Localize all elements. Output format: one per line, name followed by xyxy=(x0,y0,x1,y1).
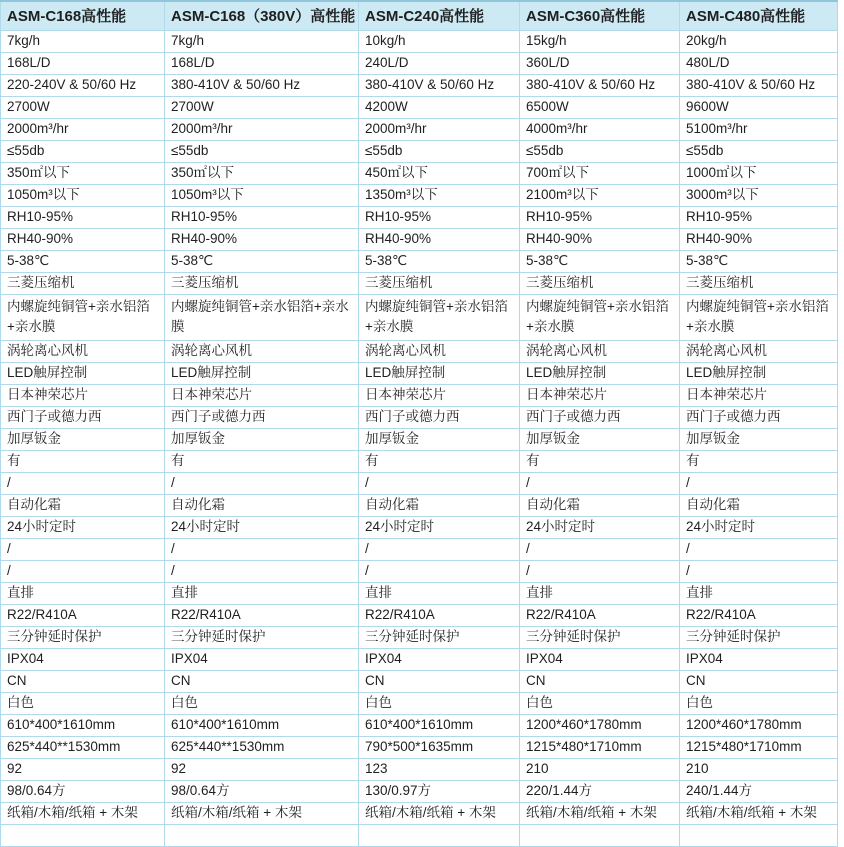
table-cell: 加厚钣金 xyxy=(1,428,165,450)
table-row xyxy=(1,162,838,184)
table-cell: 三菱压缩机 xyxy=(1,272,165,294)
table-cell: RH10-95% xyxy=(359,206,520,228)
table-cell: 380-410V & 50/60 Hz xyxy=(165,74,359,96)
table-cell: 240L/D xyxy=(359,52,520,74)
table-row xyxy=(1,362,838,384)
table-cell xyxy=(520,824,680,846)
table-cell: / xyxy=(1,560,165,582)
table-cell: 24小时定时 xyxy=(680,516,838,538)
table-cell: 涡轮离心风机 xyxy=(359,340,520,362)
table-cell: 24小时定时 xyxy=(359,516,520,538)
table-row xyxy=(1,714,838,736)
table-cell: IPX04 xyxy=(359,648,520,670)
table-cell: 自动化霜 xyxy=(520,494,680,516)
table-cell: 5-38℃ xyxy=(1,250,165,272)
table-row xyxy=(1,582,838,604)
table-row xyxy=(1,74,838,96)
table-row xyxy=(1,494,838,516)
table-cell: 加厚钣金 xyxy=(165,428,359,450)
table-cell: 5-38℃ xyxy=(520,250,680,272)
table-cell: 220-240V & 50/60 Hz xyxy=(1,74,165,96)
table-cell xyxy=(1,824,165,846)
table-cell: RH10-95% xyxy=(1,206,165,228)
table-cell: / xyxy=(165,538,359,560)
table-row xyxy=(1,406,838,428)
table-cell: / xyxy=(359,472,520,494)
table-cell: 7kg/h xyxy=(1,30,165,52)
table-cell: RH40-90% xyxy=(520,228,680,250)
table-cell: LED触屏控制 xyxy=(680,362,838,384)
table-cell: 三菱压缩机 xyxy=(680,272,838,294)
table-cell: 1215*480*1710mm xyxy=(680,736,838,758)
table-cell: 内螺旋纯铜管+亲水铝箔+亲水膜 xyxy=(520,294,680,340)
table-cell: 3000m³以下 xyxy=(680,184,838,206)
column-header-asm-c360: ASM-C360高性能 xyxy=(520,1,680,30)
table-row xyxy=(1,52,838,74)
table-cell: 日本神荣芯片 xyxy=(359,384,520,406)
table-row xyxy=(1,626,838,648)
table-cell: 三菱压缩机 xyxy=(359,272,520,294)
table-cell: 涡轮离心风机 xyxy=(520,340,680,362)
table-cell: 380-410V & 50/60 Hz xyxy=(520,74,680,96)
table-cell: 1000㎡以下 xyxy=(680,162,838,184)
table-cell: 20kg/h xyxy=(680,30,838,52)
table-cell: 白色 xyxy=(520,692,680,714)
table-cell: 三分钟延时保护 xyxy=(165,626,359,648)
table-cell: 2000m³/hr xyxy=(165,118,359,140)
table-cell: 纸箱/木箱/纸箱 + 木架 xyxy=(165,802,359,824)
table-cell: 西门子或德力西 xyxy=(165,406,359,428)
table-cell: 350㎡以下 xyxy=(1,162,165,184)
table-cell: 5-38℃ xyxy=(680,250,838,272)
table-cell: 日本神荣芯片 xyxy=(1,384,165,406)
table-cell: ≤55db xyxy=(520,140,680,162)
table-row xyxy=(1,758,838,780)
table-cell: 4000m³/hr xyxy=(520,118,680,140)
table-cell: 24小时定时 xyxy=(1,516,165,538)
table-cell: 9600W xyxy=(680,96,838,118)
table-cell: 涡轮离心风机 xyxy=(680,340,838,362)
table-cell: 5-38℃ xyxy=(359,250,520,272)
table-row xyxy=(1,96,838,118)
table-cell: R22/R410A xyxy=(680,604,838,626)
table-cell: R22/R410A xyxy=(359,604,520,626)
table-row xyxy=(1,250,838,272)
table-cell: 625*440**1530mm xyxy=(1,736,165,758)
table-row xyxy=(1,228,838,250)
table-cell: 有 xyxy=(680,450,838,472)
table-cell: 168L/D xyxy=(165,52,359,74)
table-cell: 1215*480*1710mm xyxy=(520,736,680,758)
table-row xyxy=(1,692,838,714)
table-cell: / xyxy=(520,560,680,582)
table-cell: 350㎡以下 xyxy=(165,162,359,184)
table-cell xyxy=(359,824,520,846)
table-cell: 1200*460*1780mm xyxy=(520,714,680,736)
table-cell: 1050m³以下 xyxy=(1,184,165,206)
table-cell: / xyxy=(165,560,359,582)
table-row xyxy=(1,802,838,824)
table-cell: 4200W xyxy=(359,96,520,118)
table-cell: 白色 xyxy=(1,692,165,714)
table-cell: 2700W xyxy=(165,96,359,118)
table-cell: 西门子或德力西 xyxy=(359,406,520,428)
table-cell: 610*400*1610mm xyxy=(359,714,520,736)
table-cell: ≤55db xyxy=(1,140,165,162)
table-cell: 加厚钣金 xyxy=(520,428,680,450)
table-cell: / xyxy=(1,538,165,560)
table-cell: 92 xyxy=(165,758,359,780)
table-cell: 380-410V & 50/60 Hz xyxy=(680,74,838,96)
table-cell: LED触屏控制 xyxy=(1,362,165,384)
table-cell: 纸箱/木箱/纸箱 + 木架 xyxy=(520,802,680,824)
table-cell: 123 xyxy=(359,758,520,780)
table-cell: / xyxy=(520,472,680,494)
table-row xyxy=(1,538,838,560)
column-header-asm-c168-380v: ASM-C168（380V）高性能 xyxy=(165,1,359,30)
table-cell: 直排 xyxy=(680,582,838,604)
table-cell: 6500W xyxy=(520,96,680,118)
table-cell: CN xyxy=(1,670,165,692)
table-cell: RH40-90% xyxy=(165,228,359,250)
table-cell: CN xyxy=(680,670,838,692)
table-cell: CN xyxy=(520,670,680,692)
table-cell: 直排 xyxy=(165,582,359,604)
table-cell: 700㎡以下 xyxy=(520,162,680,184)
table-cell: 三分钟延时保护 xyxy=(359,626,520,648)
table-cell: 西门子或德力西 xyxy=(1,406,165,428)
table-cell: 白色 xyxy=(680,692,838,714)
table-row xyxy=(1,736,838,758)
table-row xyxy=(1,516,838,538)
table-cell: 1350m³以下 xyxy=(359,184,520,206)
table-cell: 直排 xyxy=(359,582,520,604)
table-cell: / xyxy=(165,472,359,494)
table-cell: RH40-90% xyxy=(680,228,838,250)
table-cell: 98/0.64方 xyxy=(1,780,165,802)
table-row xyxy=(1,824,838,846)
table-row xyxy=(1,472,838,494)
table-cell: 2000m³/hr xyxy=(1,118,165,140)
table-cell: 168L/D xyxy=(1,52,165,74)
table-cell: 480L/D xyxy=(680,52,838,74)
table-row xyxy=(1,450,838,472)
table-cell: 日本神荣芯片 xyxy=(520,384,680,406)
table-cell: 涡轮离心风机 xyxy=(1,340,165,362)
table-cell: 1200*460*1780mm xyxy=(680,714,838,736)
table-cell: 西门子或德力西 xyxy=(520,406,680,428)
table-cell: RH10-95% xyxy=(520,206,680,228)
table-row xyxy=(1,206,838,228)
table-cell: R22/R410A xyxy=(165,604,359,626)
table-cell: 内螺旋纯铜管+亲水铝箔+亲水膜 xyxy=(1,294,165,340)
table-cell: 自动化霜 xyxy=(680,494,838,516)
table-cell: 三菱压缩机 xyxy=(165,272,359,294)
table-cell: 有 xyxy=(520,450,680,472)
table-row xyxy=(1,272,838,294)
table-cell: 内螺旋纯铜管+亲水铝箔+亲水膜 xyxy=(165,294,359,340)
column-header-asm-c240: ASM-C240高性能 xyxy=(359,1,520,30)
table-cell: 5100m³/hr xyxy=(680,118,838,140)
table-cell: 直排 xyxy=(1,582,165,604)
table-cell: ≤55db xyxy=(359,140,520,162)
table-cell: 610*400*1610mm xyxy=(165,714,359,736)
table-cell: 直排 xyxy=(520,582,680,604)
table-cell: 610*400*1610mm xyxy=(1,714,165,736)
table-cell: / xyxy=(359,538,520,560)
table-row xyxy=(1,184,838,206)
table-cell: / xyxy=(520,538,680,560)
table-cell: 2100m³以下 xyxy=(520,184,680,206)
table-cell: 210 xyxy=(520,758,680,780)
table-cell: / xyxy=(680,472,838,494)
table-cell: 130/0.97方 xyxy=(359,780,520,802)
table-row xyxy=(1,648,838,670)
table-cell: 240/1.44方 xyxy=(680,780,838,802)
table-cell: 三分钟延时保护 xyxy=(520,626,680,648)
table-cell: CN xyxy=(359,670,520,692)
table-cell: 5-38℃ xyxy=(165,250,359,272)
table-cell: 纸箱/木箱/纸箱 + 木架 xyxy=(1,802,165,824)
table-cell: 2700W xyxy=(1,96,165,118)
table-row xyxy=(1,140,838,162)
table-cell: 210 xyxy=(680,758,838,780)
table-cell: 日本神荣芯片 xyxy=(680,384,838,406)
table-cell: IPX04 xyxy=(520,648,680,670)
table-cell: 加厚钣金 xyxy=(359,428,520,450)
table-row xyxy=(1,780,838,802)
table-cell: 380-410V & 50/60 Hz xyxy=(359,74,520,96)
table-cell: RH10-95% xyxy=(680,206,838,228)
table-cell: 三菱压缩机 xyxy=(520,272,680,294)
table-cell: LED触屏控制 xyxy=(520,362,680,384)
table-cell: 纸箱/木箱/纸箱 + 木架 xyxy=(680,802,838,824)
column-header-asm-c168: ASM-C168高性能 xyxy=(1,1,165,30)
table-row xyxy=(1,118,838,140)
table-row xyxy=(1,560,838,582)
table-cell: 三分钟延时保护 xyxy=(680,626,838,648)
table-cell: CN xyxy=(165,670,359,692)
table-cell: 1050m³以下 xyxy=(165,184,359,206)
table-row xyxy=(1,294,838,340)
table-cell: 15kg/h xyxy=(520,30,680,52)
table-cell: 有 xyxy=(1,450,165,472)
table-cell: 西门子或德力西 xyxy=(680,406,838,428)
table-cell: 内螺旋纯铜管+亲水铝箔+亲水膜 xyxy=(680,294,838,340)
table-cell: / xyxy=(1,472,165,494)
table-cell: 自动化霜 xyxy=(359,494,520,516)
table-cell: 有 xyxy=(165,450,359,472)
table-cell: ≤55db xyxy=(680,140,838,162)
table-cell: 三分钟延时保护 xyxy=(1,626,165,648)
table-cell: 24小时定时 xyxy=(520,516,680,538)
table-cell: RH40-90% xyxy=(359,228,520,250)
table-cell: 790*500*1635mm xyxy=(359,736,520,758)
table-row xyxy=(1,340,838,362)
table-cell: RH40-90% xyxy=(1,228,165,250)
table-cell: R22/R410A xyxy=(1,604,165,626)
table-cell xyxy=(165,824,359,846)
table-body xyxy=(1,30,838,846)
table-cell: / xyxy=(680,560,838,582)
table-cell: RH10-95% xyxy=(165,206,359,228)
table-cell: 内螺旋纯铜管+亲水铝箔+亲水膜 xyxy=(359,294,520,340)
table-cell: 日本神荣芯片 xyxy=(165,384,359,406)
table-cell: 白色 xyxy=(165,692,359,714)
table-cell: 纸箱/木箱/纸箱 + 木架 xyxy=(359,802,520,824)
table-cell: 10kg/h xyxy=(359,30,520,52)
table-cell: 加厚钣金 xyxy=(680,428,838,450)
table-cell: 白色 xyxy=(359,692,520,714)
table-cell: 360L/D xyxy=(520,52,680,74)
column-header-asm-c480: ASM-C480高性能 xyxy=(680,1,838,30)
table-cell: 625*440**1530mm xyxy=(165,736,359,758)
table-cell: 98/0.64方 xyxy=(165,780,359,802)
table-row xyxy=(1,670,838,692)
table-cell: LED触屏控制 xyxy=(359,362,520,384)
table-cell: IPX04 xyxy=(680,648,838,670)
table-row xyxy=(1,384,838,406)
table-cell: ≤55db xyxy=(165,140,359,162)
table-cell: 自动化霜 xyxy=(165,494,359,516)
table-cell: 自动化霜 xyxy=(1,494,165,516)
table-cell: 7kg/h xyxy=(165,30,359,52)
table-cell: / xyxy=(359,560,520,582)
table-header-row xyxy=(1,1,838,30)
table-row xyxy=(1,30,838,52)
table-cell: 24小时定时 xyxy=(165,516,359,538)
table-row xyxy=(1,428,838,450)
table-cell: 92 xyxy=(1,758,165,780)
table-cell: R22/R410A xyxy=(520,604,680,626)
table-cell: / xyxy=(680,538,838,560)
table-cell: 涡轮离心风机 xyxy=(165,340,359,362)
table-cell: 2000m³/hr xyxy=(359,118,520,140)
table-row xyxy=(1,604,838,626)
table-cell: LED触屏控制 xyxy=(165,362,359,384)
table-cell: 450㎡以下 xyxy=(359,162,520,184)
table-cell: IPX04 xyxy=(165,648,359,670)
table-cell: IPX04 xyxy=(1,648,165,670)
table-cell: 有 xyxy=(359,450,520,472)
table-cell: 220/1.44方 xyxy=(520,780,680,802)
table-cell xyxy=(680,824,838,846)
